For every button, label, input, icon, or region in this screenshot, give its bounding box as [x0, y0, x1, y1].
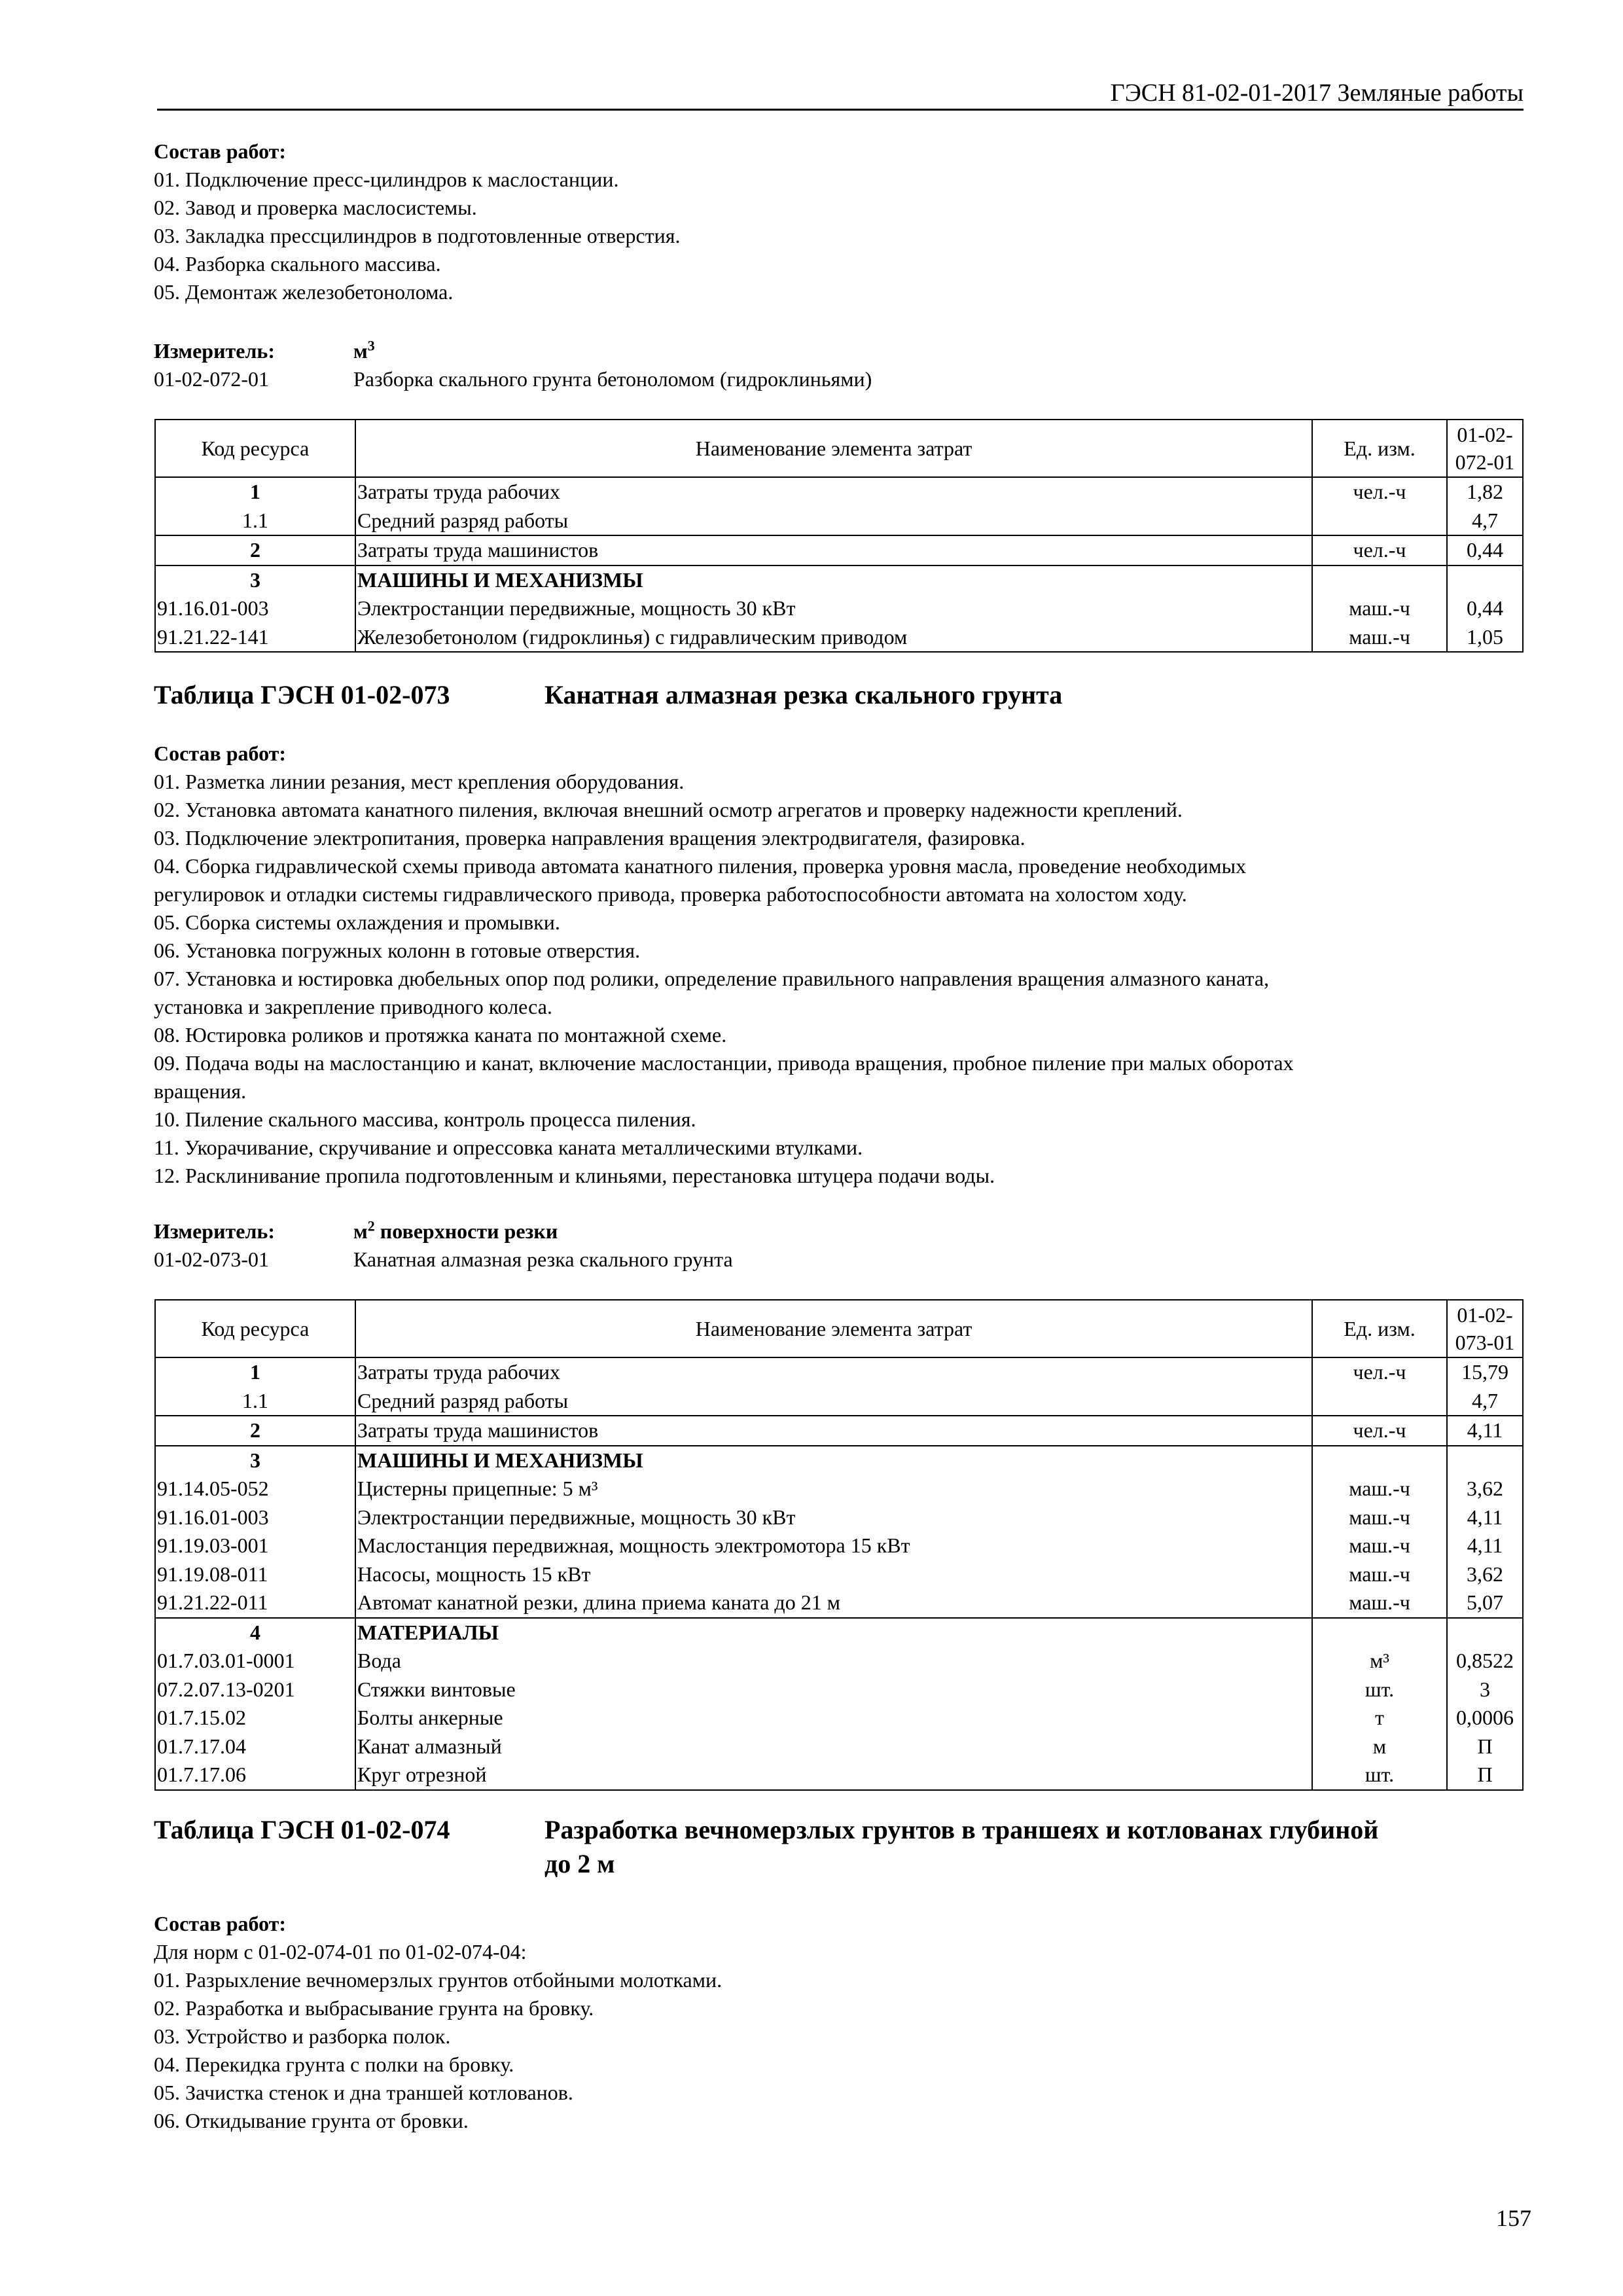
- table-row: [155, 1475, 1523, 1503]
- table-row: [155, 594, 1523, 623]
- cell-unit: [1312, 1618, 1447, 1647]
- cell-unit: маш.-ч: [1312, 1560, 1447, 1589]
- table-label: Таблица ГЭСН 01-02-073: [154, 680, 450, 709]
- cell-value: 5,07: [1447, 1588, 1523, 1618]
- cell-unit: т: [1312, 1704, 1447, 1732]
- cell-code: 2: [155, 535, 355, 565]
- work-step: 03. Подключение электропитания, проверка направления вращения электродвигателя, фазировка.: [154, 826, 1026, 850]
- cell-unit: маш.-ч: [1312, 1588, 1447, 1618]
- cell-name: Затраты труда машинистов: [355, 535, 1312, 565]
- work-step: установка и закрепление приводного колеса.: [154, 995, 552, 1018]
- work-step: 05. Зачистка стенок и дна траншей котлованов.: [154, 2081, 573, 2104]
- cell-code: 07.2.07.13-0201: [155, 1676, 355, 1704]
- table-title-cont: до 2 м: [544, 1849, 615, 1878]
- table-row: [155, 477, 1523, 507]
- table-row: [155, 623, 1523, 653]
- work-step: 06. Установка погружных колонн в готовые отверстия.: [154, 939, 641, 962]
- work-step: регулировок и отладки системы гидравлического привода, проверка работоспособности автомата на холостом ходу.: [154, 882, 1187, 906]
- cell-name: Вода: [355, 1647, 1312, 1676]
- work-step: 05. Сборка системы охлаждения и промывки.: [154, 910, 560, 934]
- table-header-row: [155, 1300, 1523, 1357]
- col-header-code: Код ресурса: [155, 1300, 355, 1357]
- cell-name: Автомат канатной резки, длина приема каната до 21 м: [355, 1588, 1312, 1618]
- cell-unit: маш.-ч: [1312, 1475, 1447, 1503]
- cell-name: МАТЕРИАЛЫ: [355, 1618, 1312, 1647]
- table-header-row: [155, 420, 1523, 477]
- cell-code: 1: [155, 477, 355, 507]
- cell-code: 01.7.03.01-0001: [155, 1647, 355, 1676]
- table-row: [155, 1357, 1523, 1387]
- table-row: [155, 1446, 1523, 1475]
- composition-label: Состав работ:: [154, 139, 287, 163]
- cell-name: Электростанции передвижные, мощность 30 кВт: [355, 1503, 1312, 1532]
- work-step: 03. Закладка прессцилиндров в подготовленные отверстия.: [154, 224, 681, 247]
- cell-value: 4,7: [1447, 1387, 1523, 1416]
- table-row: [155, 507, 1523, 536]
- table-row: [155, 1618, 1523, 1647]
- work-step: 01. Разметка линии резания, мест крепления оборудования.: [154, 770, 685, 793]
- cell-value: 3,62: [1447, 1560, 1523, 1589]
- cell-unit: чел.-ч: [1312, 477, 1447, 507]
- cell-value: 4,11: [1447, 1503, 1523, 1532]
- work-step: 07. Установка и юстировка дюбельных опор под ролики, определение правильного направления вращения алмазного каната,: [154, 967, 1270, 990]
- cell-value: 0,44: [1447, 535, 1523, 565]
- cell-name: Затраты труда машинистов: [355, 1416, 1312, 1446]
- cell-name: Маслостанция передвижная, мощность электромотора 15 кВт: [355, 1532, 1312, 1560]
- table-label: Таблица ГЭСН 01-02-074: [154, 1815, 450, 1844]
- page-number: 157: [1496, 2205, 1531, 2231]
- cell-value: [1447, 1618, 1523, 1647]
- work-step: 02. Завод и проверка маслосистемы.: [154, 196, 477, 219]
- cell-value: 4,7: [1447, 507, 1523, 536]
- work-step: 02. Установка автомата канатного пиления, включая внешний осмотр агрегатов и проверку надежности креплений.: [154, 798, 1183, 821]
- cell-name: Средний разряд работы: [355, 507, 1312, 536]
- cell-name: Стяжки винтовые: [355, 1676, 1312, 1704]
- work-step: 03. Устройство и разборка полок.: [154, 2024, 451, 2048]
- cell-name: МАШИНЫ И МЕХАНИЗМЫ: [355, 1446, 1312, 1475]
- cell-code: 1.1: [155, 1387, 355, 1416]
- cell-unit: маш.-ч: [1312, 594, 1447, 623]
- meter-value: $м^2$ поверхности резки: [353, 1217, 558, 1243]
- cell-unit: чел.-ч: [1312, 1416, 1447, 1446]
- cell-name: Средний разряд работы: [355, 1387, 1312, 1416]
- cell-unit: м³: [1312, 1647, 1447, 1676]
- table-row: [155, 1732, 1523, 1761]
- page-header: ГЭСН 81-02-01-2017 Земляные работы: [157, 77, 1524, 111]
- composition-label: Состав работ:: [154, 742, 287, 765]
- col-header-unit: Ед. изм.: [1312, 420, 1447, 477]
- cell-code: 91.19.08-011: [155, 1560, 355, 1589]
- cell-value: [1447, 1446, 1523, 1475]
- work-step: 04. Разборка скального массива.: [154, 252, 441, 276]
- cell-value: 4,11: [1447, 1532, 1523, 1560]
- table-row: [155, 1588, 1523, 1618]
- work-step: 06. Откидывание грунта от бровки.: [154, 2109, 469, 2132]
- cell-unit: чел.-ч: [1312, 535, 1447, 565]
- cell-name: Болты анкерные: [355, 1704, 1312, 1732]
- cell-code: 01.7.17.06: [155, 1761, 355, 1790]
- resource-table-072: [154, 419, 1524, 653]
- cell-name: Круг отрезной: [355, 1761, 1312, 1790]
- cell-unit: [1312, 1446, 1447, 1475]
- work-step: 11. Укорачивание, скручивание и опрессовка каната металлическими втулками.: [154, 1136, 863, 1159]
- cell-code: 91.16.01-003: [155, 594, 355, 623]
- cell-value: П: [1447, 1761, 1523, 1790]
- cell-value: 1,05: [1447, 623, 1523, 653]
- cell-value: 3,62: [1447, 1475, 1523, 1503]
- work-step: 02. Разработка и выбрасывание грунта на бровку.: [154, 1996, 594, 2020]
- work-step: 04. Сборка гидравлической схемы привода автомата канатного пиления, проверка уровня масла, проведение необходимых: [154, 854, 1247, 878]
- cell-name: Цистерны прицепные: 5 м³: [355, 1475, 1312, 1503]
- cell-value: 4,11: [1447, 1416, 1523, 1446]
- cell-code: 3: [155, 565, 355, 595]
- work-step: 12. Расклинивание пропила подготовленным и клиньями, перестановка штуцера подачи воды.: [154, 1164, 995, 1187]
- table-row: [155, 565, 1523, 595]
- cell-name: Электростанции передвижные, мощность 30 кВт: [355, 594, 1312, 623]
- norm-description: Канатная алмазная резка скального грунта: [353, 1247, 733, 1271]
- cell-unit: шт.: [1312, 1761, 1447, 1790]
- table-row: [155, 1676, 1523, 1704]
- cell-code: 01.7.15.02: [155, 1704, 355, 1732]
- col-header-name: Наименование элемента затрат: [355, 1300, 1312, 1357]
- cell-code: 4: [155, 1618, 355, 1647]
- col-header-norm: 01-02- 073-01: [1447, 1300, 1523, 1357]
- cell-unit: [1312, 565, 1447, 595]
- meter-label: Измеритель:: [154, 339, 275, 363]
- composition-label: Состав работ:: [154, 1912, 287, 1935]
- resource-table-073: [154, 1299, 1524, 1791]
- cell-code: 3: [155, 1446, 355, 1475]
- meter-value: $м^3$: [353, 337, 375, 363]
- table-row: [155, 1560, 1523, 1589]
- cell-value: 15,79: [1447, 1357, 1523, 1387]
- table-title: Канатная алмазная резка скального грунта: [544, 680, 1063, 709]
- work-step: 01. Подключение пресс-цилиндров к маслостанции.: [154, 168, 619, 191]
- cell-name: Затраты труда рабочих: [355, 477, 1312, 507]
- table-row: [155, 1704, 1523, 1732]
- norm-code: 01-02-073-01: [154, 1247, 269, 1271]
- col-header-name: Наименование элемента затрат: [355, 420, 1312, 477]
- cell-unit: шт.: [1312, 1676, 1447, 1704]
- cell-value: 3: [1447, 1676, 1523, 1704]
- work-step: 04. Перекидка грунта с полки на бровку.: [154, 2053, 514, 2076]
- table-row: [155, 1387, 1523, 1416]
- work-step: Для норм с 01-02-074-01 по 01-02-074-04:: [154, 1940, 527, 1964]
- work-step: 09. Подача воды на маслостанцию и канат, включение маслостанции, привода вращения, пробное пиление при малых оборотах: [154, 1051, 1294, 1075]
- cell-unit: [1312, 507, 1447, 536]
- work-step: вращения.: [154, 1079, 247, 1103]
- cell-value: 0,0006: [1447, 1704, 1523, 1732]
- cell-code: 91.21.22-141: [155, 623, 355, 653]
- cell-name: Канат алмазный: [355, 1732, 1312, 1761]
- table-title: Разработка вечномерзлых грунтов в траншеях и котлованах глубиной: [544, 1815, 1379, 1844]
- col-header-norm: 01-02- 072-01: [1447, 420, 1523, 477]
- cell-unit: маш.-ч: [1312, 1532, 1447, 1560]
- col-header-code: Код ресурса: [155, 420, 355, 477]
- meter-label: Измеритель:: [154, 1219, 275, 1243]
- col-header-unit: Ед. изм.: [1312, 1300, 1447, 1357]
- cell-unit: м: [1312, 1732, 1447, 1761]
- cell-code: 1: [155, 1357, 355, 1387]
- cell-value: 0,8522: [1447, 1647, 1523, 1676]
- cell-code: 01.7.17.04: [155, 1732, 355, 1761]
- work-step: 10. Пиление скального массива, контроль процесса пиления.: [154, 1107, 696, 1131]
- cell-code: 2: [155, 1416, 355, 1446]
- table-row: [155, 535, 1523, 565]
- cell-name: Затраты труда рабочих: [355, 1357, 1312, 1387]
- table-row: [155, 1532, 1523, 1560]
- cell-unit: маш.-ч: [1312, 623, 1447, 653]
- table-row: [155, 1416, 1523, 1446]
- table-row: [155, 1503, 1523, 1532]
- cell-name: Железобетонолом (гидроклинья) с гидравлическим приводом: [355, 623, 1312, 653]
- cell-unit: [1312, 1387, 1447, 1416]
- norm-code: 01-02-072-01: [154, 367, 269, 391]
- work-step: 05. Демонтаж железобетонолома.: [154, 280, 454, 304]
- cell-name: МАШИНЫ И МЕХАНИЗМЫ: [355, 565, 1312, 595]
- table-row: [155, 1647, 1523, 1676]
- work-step: 01. Разрыхление вечномерзлых грунтов отбойными молотками.: [154, 1968, 722, 1992]
- work-step: 08. Юстировка роликов и протяжка каната по монтажной схеме.: [154, 1023, 727, 1047]
- cell-value: 1,82: [1447, 477, 1523, 507]
- cell-code: 91.19.03-001: [155, 1532, 355, 1560]
- norm-description: Разборка скального грунта бетоноломом (гидроклиньями): [353, 367, 872, 391]
- cell-value: 0,44: [1447, 594, 1523, 623]
- cell-unit: маш.-ч: [1312, 1503, 1447, 1532]
- cell-code: 91.14.05-052: [155, 1475, 355, 1503]
- cell-value: [1447, 565, 1523, 595]
- cell-code: 1.1: [155, 507, 355, 536]
- cell-name: Насосы, мощность 15 кВт: [355, 1560, 1312, 1589]
- table-row: [155, 1761, 1523, 1790]
- cell-code: 91.16.01-003: [155, 1503, 355, 1532]
- cell-code: 91.21.22-011: [155, 1588, 355, 1618]
- cell-value: П: [1447, 1732, 1523, 1761]
- cell-unit: чел.-ч: [1312, 1357, 1447, 1387]
